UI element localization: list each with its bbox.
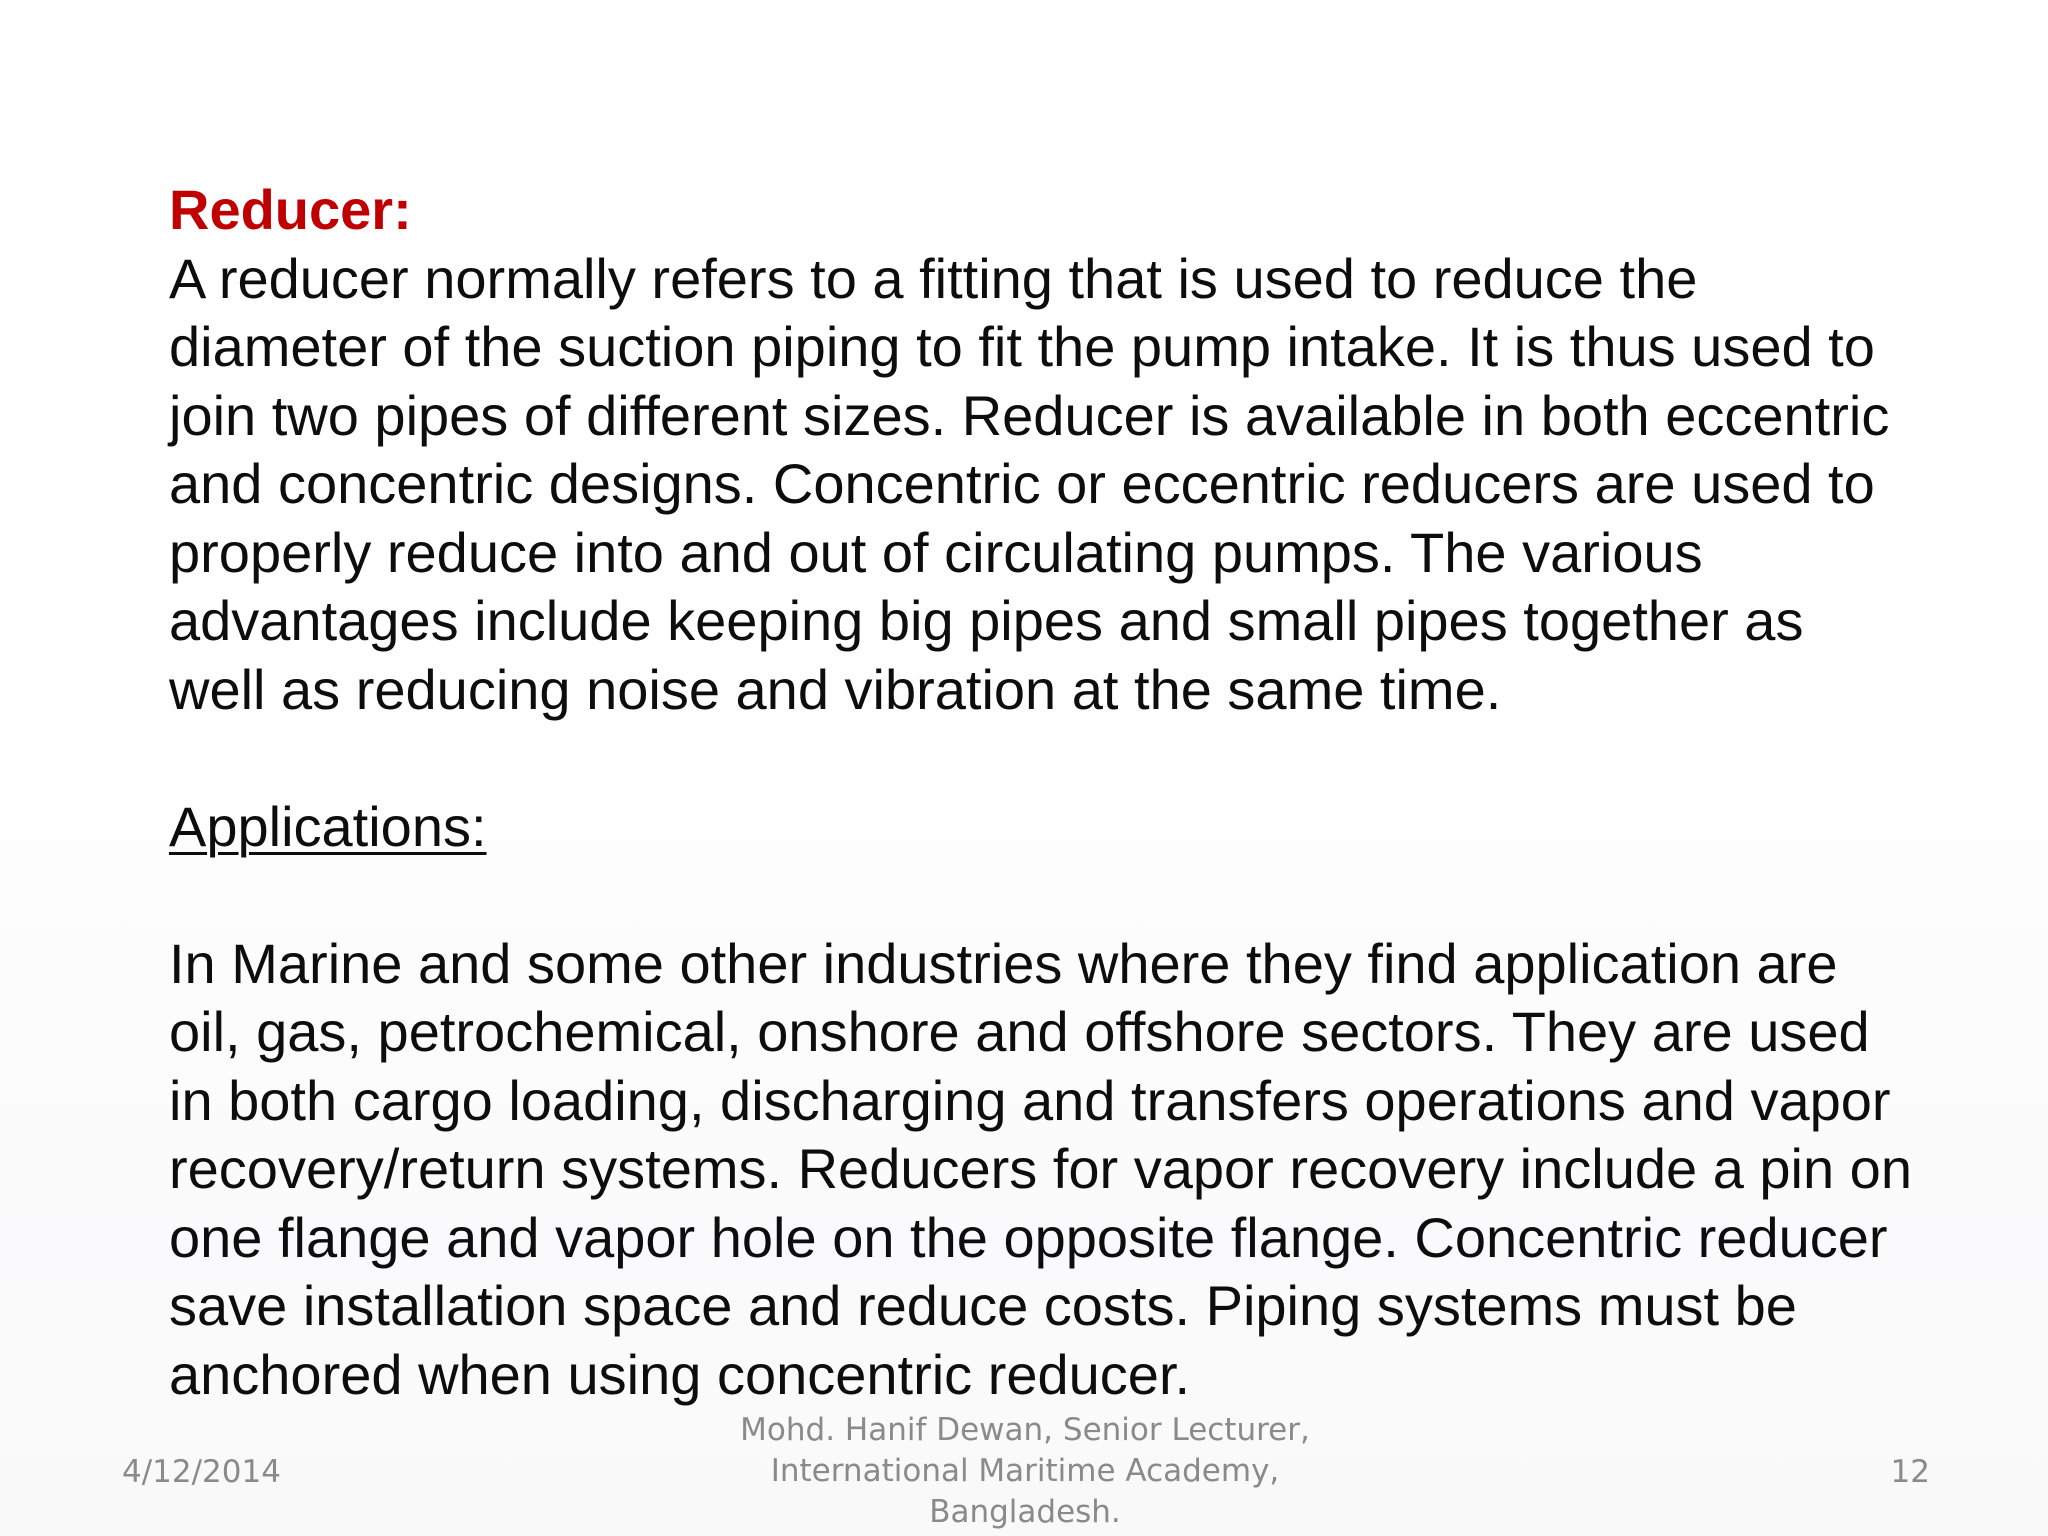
- applications-line: oil, gas, petrochemical, onshore and offshore sectors. They are used: [169, 1000, 1870, 1063]
- body-line: join two pipes of different sizes. Reducer is available in both eccentric: [169, 383, 1890, 447]
- paragraph-spacer: [169, 724, 1999, 793]
- body-paragraph: [169, 245, 1999, 725]
- body-line: diameter of the suction piping to fit the pump intake. It is thus used to: [169, 315, 1875, 378]
- body-line: advantages include keeping big pipes and small pipes together as: [169, 589, 1804, 652]
- applications-line: anchored when using concentric reducer.: [169, 1342, 1191, 1406]
- body-line: properly reduce into and out of circulating pumps. The various: [169, 520, 1703, 584]
- slide-content: [169, 176, 1999, 1409]
- paragraph-spacer: [169, 861, 1999, 930]
- applications-heading: Applications:: [169, 794, 487, 858]
- footer-date: 4/12/2014: [122, 1454, 281, 1490]
- applications-line: one flange and vapor hole on the opposite flange. Concentric reducer: [169, 1205, 1888, 1269]
- applications-line: recovery/return systems. Reducers for vapor recovery include a pin on: [169, 1137, 1912, 1200]
- body-line: A reducer normally refers to a fitting that is used to reduce the: [169, 246, 1698, 310]
- footer-author: [640, 1410, 1410, 1533]
- footer-author-line: International Maritime Academy,: [770, 1453, 1280, 1489]
- applications-line: in both cargo loading, discharging and transfers operations and vapor: [169, 1068, 1891, 1132]
- footer-author-line: Bangladesh.: [929, 1494, 1121, 1530]
- applications-heading-line: [169, 793, 1999, 862]
- applications-line: In Marine and some other industries where they find application are: [169, 931, 1838, 995]
- body-line: and concentric designs. Concentric or eccentric reducers are used to: [169, 452, 1875, 515]
- applications-line: save installation space and reduce costs. Piping systems must be: [169, 1274, 1797, 1337]
- slide-heading: Reducer:: [169, 178, 412, 241]
- body-line: well as reducing noise and vibration at the same time.: [169, 657, 1502, 721]
- page-number: 12: [1890, 1454, 1930, 1490]
- applications-paragraph: [169, 930, 1999, 1410]
- footer-author-line: Mohd. Hanif Dewan, Senior Lecturer,: [740, 1412, 1310, 1448]
